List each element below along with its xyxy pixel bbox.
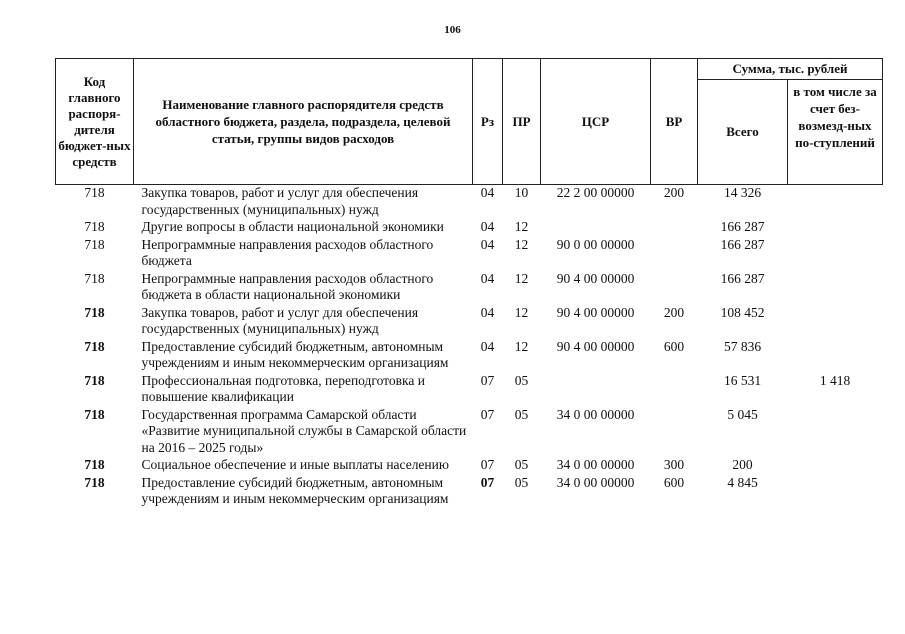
cell-free xyxy=(788,305,883,339)
header-code: Код главного распоря-дителя бюджет-ных средств xyxy=(56,59,134,185)
cell-rz: 04 xyxy=(480,236,495,252)
cell-total: 4 845 xyxy=(727,474,758,490)
cell-pr: 12 xyxy=(514,338,529,354)
cell-csr: 22 2 00 00000 xyxy=(556,185,635,200)
cell-name: Непрограммные направления расходов областного бюджета в области национальной экономики xyxy=(141,270,434,302)
cell-vr xyxy=(651,407,698,458)
cell-name: Другие вопросы в области национальной экономики xyxy=(141,219,444,234)
table-header xyxy=(56,59,883,185)
cell-vr: 600 xyxy=(663,474,685,490)
cell-total: 166 287 xyxy=(720,219,765,234)
header-rz: Рз xyxy=(473,59,503,185)
cell-total: 166 287 xyxy=(720,236,765,252)
cell-rz: 04 xyxy=(480,185,495,200)
table-row xyxy=(56,457,883,475)
cell-free xyxy=(788,339,883,373)
cell-name: Предоставление субсидий бюджетным, автономным учреждениям и иным некоммерческим организациям xyxy=(141,474,449,506)
header-vr: ВР xyxy=(651,59,698,185)
cell-csr xyxy=(541,373,651,407)
header-sum: Сумма, тыс. рублей xyxy=(698,59,883,80)
cell-name: Социальное обеспечение и иные выплаты населению xyxy=(141,457,449,472)
cell-free xyxy=(788,271,883,305)
cell-free xyxy=(788,185,883,220)
cell-free xyxy=(788,475,883,509)
cell-free xyxy=(788,457,883,475)
cell-total: 14 326 xyxy=(723,185,762,200)
cell-code: 718 xyxy=(84,270,105,286)
cell-csr: 90 4 00 00000 xyxy=(556,338,635,354)
cell-vr: 200 xyxy=(663,304,685,320)
cell-csr: 90 4 00 00000 xyxy=(556,304,635,320)
table-row xyxy=(56,219,883,237)
cell-vr: 600 xyxy=(663,338,685,354)
table-row xyxy=(56,373,883,407)
cell-code: 718 xyxy=(84,304,105,320)
cell-total: 166 287 xyxy=(720,270,765,286)
cell-pr: 12 xyxy=(514,236,529,252)
page-number: 106 xyxy=(444,24,461,36)
cell-free: 1 418 xyxy=(819,372,851,388)
cell-total: 16 531 xyxy=(723,372,762,388)
cell-pr: 05 xyxy=(514,457,529,472)
cell-vr: 200 xyxy=(663,185,685,200)
cell-code: 718 xyxy=(84,474,105,490)
cell-name: Предоставление субсидий бюджетным, автономным учреждениям и иным некоммерческим организациям xyxy=(141,338,449,370)
cell-pr: 10 xyxy=(514,185,529,200)
cell-code: 718 xyxy=(84,406,105,422)
cell-vr xyxy=(651,237,698,271)
cell-pr: 12 xyxy=(514,219,529,234)
cell-vr: 300 xyxy=(663,457,685,472)
table-row xyxy=(56,475,883,509)
table-row xyxy=(56,271,883,305)
cell-csr: 90 4 00 00000 xyxy=(556,270,635,286)
cell-csr: 90 0 00 00000 xyxy=(556,236,635,252)
header-total: Всего xyxy=(698,80,788,185)
cell-name: Профессиональная подготовка, переподготовка и повышение квалификации xyxy=(141,372,425,404)
header-name: Наименование главного распорядителя средств областного бюджета, раздела, подраздела, целевой статьи, группы видов расходов xyxy=(134,59,473,185)
header-pr: ПР xyxy=(503,59,541,185)
cell-name: Государственная программа Самарской области «Развитие муниципальной службы в Самарской области на 2016 – 2025 годы» xyxy=(141,406,467,455)
cell-csr: 34 0 00 00000 xyxy=(556,406,635,422)
cell-total: 108 452 xyxy=(720,304,765,320)
cell-free xyxy=(788,407,883,458)
cell-free xyxy=(788,237,883,271)
cell-code: 718 xyxy=(84,236,105,252)
cell-csr: 34 0 00 00000 xyxy=(556,474,635,490)
cell-pr: 05 xyxy=(514,372,529,388)
table-row xyxy=(56,407,883,458)
cell-code: 718 xyxy=(84,185,105,200)
cell-rz: 07 xyxy=(480,406,495,422)
cell-rz: 04 xyxy=(480,304,495,320)
cell-name: Закупка товаров, работ и услуг для обеспечения государственных (муниципальных) нужд xyxy=(141,185,419,217)
cell-code: 718 xyxy=(84,338,105,354)
cell-vr xyxy=(651,271,698,305)
cell-name: Непрограммные направления расходов областного бюджета xyxy=(141,236,434,268)
cell-vr xyxy=(651,219,698,237)
cell-vr xyxy=(651,373,698,407)
table-row xyxy=(56,305,883,339)
table-row xyxy=(56,237,883,271)
cell-csr: 34 0 00 00000 xyxy=(556,457,635,472)
cell-pr: 05 xyxy=(514,474,529,490)
cell-rz: 04 xyxy=(480,338,495,354)
cell-pr: 05 xyxy=(514,406,529,422)
header-csr: ЦСР xyxy=(541,59,651,185)
cell-free xyxy=(788,219,883,237)
cell-pr: 12 xyxy=(514,270,529,286)
cell-pr: 12 xyxy=(514,304,529,320)
cell-rz: 04 xyxy=(480,270,495,286)
cell-rz: 07 xyxy=(480,474,495,490)
cell-total: 5 045 xyxy=(727,406,758,422)
cell-total: 200 xyxy=(732,457,753,472)
header-free: в том числе за счет без-возмезд-ных по-ступлений xyxy=(788,80,883,185)
table-row xyxy=(56,339,883,373)
cell-name: Закупка товаров, работ и услуг для обеспечения государственных (муниципальных) нужд xyxy=(141,304,419,336)
cell-total: 57 836 xyxy=(723,338,762,354)
budget-table xyxy=(55,58,883,509)
table-row xyxy=(56,185,883,220)
cell-code: 718 xyxy=(84,457,105,472)
cell-code: 718 xyxy=(84,219,105,234)
cell-csr xyxy=(541,219,651,237)
table-body xyxy=(56,185,883,509)
cell-rz: 07 xyxy=(480,457,495,472)
cell-rz: 07 xyxy=(480,372,495,388)
cell-rz: 04 xyxy=(480,219,495,234)
cell-code: 718 xyxy=(84,372,105,388)
